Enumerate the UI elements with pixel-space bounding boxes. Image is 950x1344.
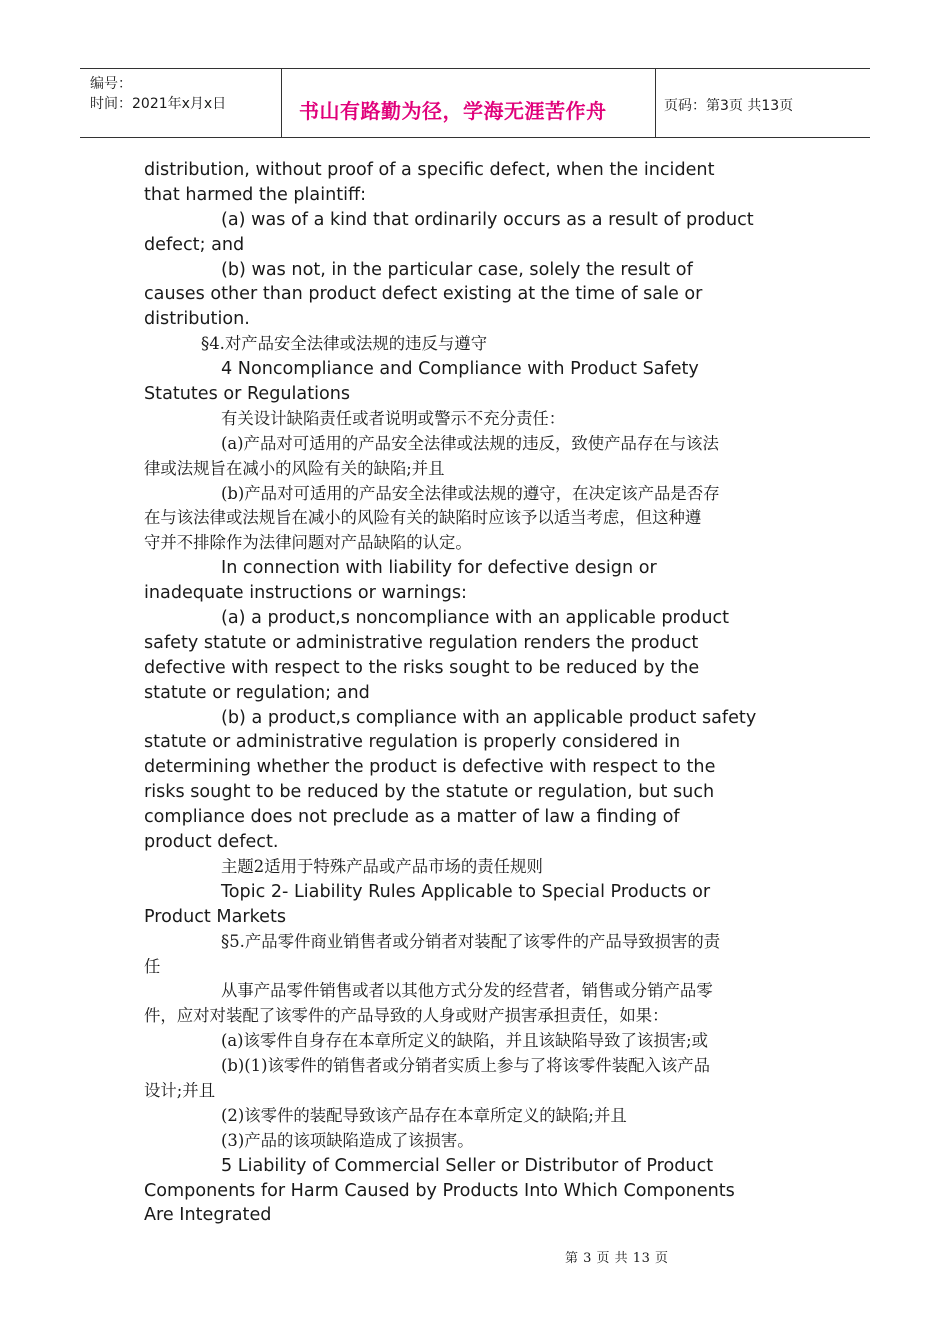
text-line: 任 bbox=[144, 956, 161, 976]
document-header bbox=[80, 68, 870, 138]
serial-label: 编号： bbox=[90, 76, 132, 92]
text-line: (a) was of a kind that ordinarily occurs as a result of product bbox=[221, 209, 754, 230]
text-line: Are Integrated bbox=[144, 1205, 272, 1226]
text-line: §5.产品零件商业销售者或分销者对装配了该零件的产品导致损害的责 bbox=[221, 931, 721, 951]
text-line: Statutes or Regulations bbox=[144, 384, 351, 405]
text-line: (3)产品的该项缺陷造成了该损害。 bbox=[221, 1130, 474, 1150]
date-label: 时间：2021年x月x日 bbox=[90, 96, 227, 112]
text-line: 主题2适用于特殊产品或产品市场的责任规则 bbox=[221, 856, 543, 876]
text-line: product defect. bbox=[144, 832, 279, 853]
text-line: 有关设计缺陷责任或者说明或警示不充分责任： bbox=[221, 408, 566, 428]
header-info-cell bbox=[80, 69, 282, 137]
motto: 书山有路勤为径，学海无涯苦作舟 bbox=[299, 99, 607, 123]
text-line: (2)该零件的装配导致该产品存在本章所定义的缺陷;并且 bbox=[221, 1105, 627, 1125]
text-line: 守并不排除作为法律问题对产品缺陷的认定。 bbox=[144, 533, 472, 553]
text-line: (a)产品对可适用的产品安全法律或法规的违反，致使产品存在与该法 bbox=[221, 433, 719, 453]
text-line: §4.对产品安全法律或法规的违反与遵守 bbox=[201, 334, 488, 354]
text-line: defect; and bbox=[144, 234, 245, 255]
text-line: Product Markets bbox=[144, 906, 287, 927]
text-line: (a) a product,s noncompliance with an applicable product bbox=[221, 608, 730, 629]
text-line: (b) was not, in the particular case, solely the result of bbox=[221, 259, 693, 280]
document-body bbox=[144, 158, 809, 1228]
header-page-cell bbox=[656, 69, 870, 137]
text-line: 4 Noncompliance and Compliance with Product Safety bbox=[221, 359, 699, 380]
text-line: compliance does not preclude as a matter of law a finding of bbox=[144, 807, 680, 828]
text-line: safety statute or administrative regulation renders the product bbox=[144, 632, 699, 653]
text-line: inadequate instructions or warnings: bbox=[144, 583, 467, 604]
text-line: distribution, without proof of a specific defect, when the incident bbox=[144, 160, 715, 180]
text-line: 律或法规旨在减小的风险有关的缺陷;并且 bbox=[144, 458, 445, 478]
text-line: 从事产品零件销售或者以其他方式分发的经营者，销售或分销产品零 bbox=[221, 981, 713, 1001]
text-line: that harmed the plaintiff: bbox=[144, 184, 367, 205]
text-line: (b) a product,s compliance with an applicable product safety bbox=[221, 707, 757, 728]
header-motto-cell bbox=[281, 69, 656, 137]
text-line: 在与该法律或法规旨在减小的风险有关的缺陷时应该予以适当考虑，但这种遵 bbox=[144, 508, 702, 528]
text-line: 5 Liability of Commercial Seller or Distributor of Product bbox=[221, 1155, 714, 1176]
text-line: (b)产品对可适用的产品安全法律或法规的遵守，在决定该产品是否存 bbox=[221, 483, 720, 503]
text-line: (b)(1)该零件的销售者或分销者实质上参与了将该零件装配入该产品 bbox=[221, 1056, 711, 1076]
page-footer: 第 3 页 共 13 页 bbox=[565, 1251, 669, 1266]
page-code: 页码：第3页 共13页 bbox=[664, 98, 794, 114]
text-line: In connection with liability for defective design or bbox=[221, 558, 657, 579]
text-line: statute or administrative regulation is properly considered in bbox=[144, 732, 681, 753]
text-line: causes other than product defect existing at the time of sale or bbox=[144, 284, 703, 305]
text-line: statute or regulation; and bbox=[144, 682, 370, 703]
text-line: Topic 2- Liability Rules Applicable to Special Products or bbox=[221, 881, 711, 902]
text-line: Components for Harm Caused by Products Into Which Components bbox=[144, 1180, 735, 1201]
text-line: (a)该零件自身存在本章所定义的缺陷，并且该缺陷导致了该损害;或 bbox=[221, 1031, 709, 1051]
text-line: defective with respect to the risks sought to be reduced by the bbox=[144, 657, 700, 678]
text-line: determining whether the product is defective with respect to the bbox=[144, 757, 716, 778]
text-line: risks sought to be reduced by the statute or regulation, but such bbox=[144, 782, 715, 803]
text-line: 设计;并且 bbox=[144, 1080, 216, 1100]
text-line: 件，应对对装配了该零件的产品导致的人身或财产损害承担责任，如果： bbox=[144, 1006, 669, 1026]
text-line: distribution. bbox=[144, 309, 250, 330]
